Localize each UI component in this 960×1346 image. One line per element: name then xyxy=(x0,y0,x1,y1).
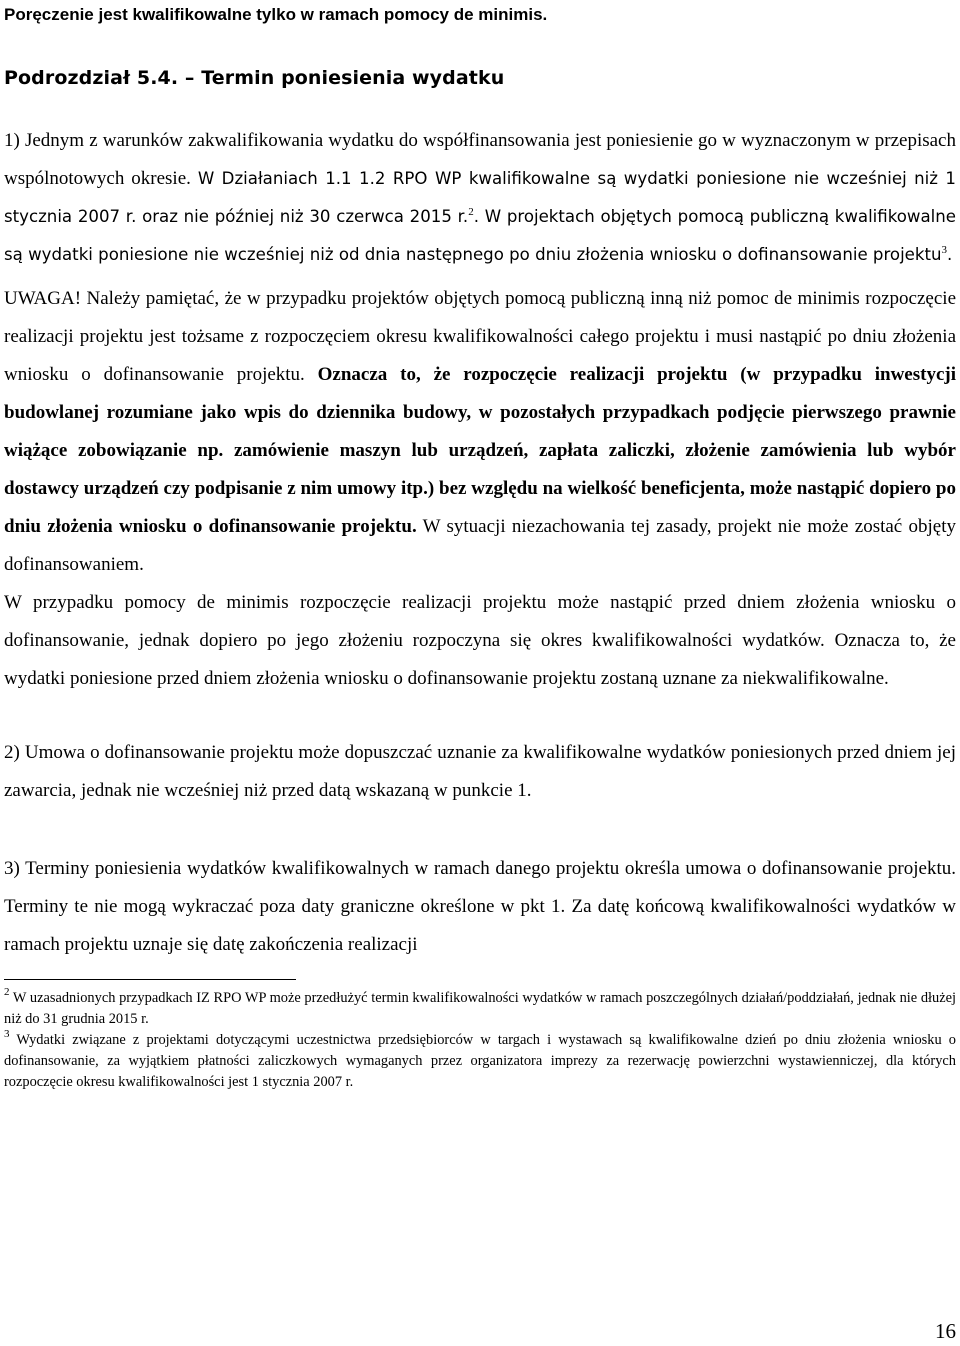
paragraph-3: 3) Terminy poniesienia wydatków kwalifikowalnych w ramach danego projektu określa umowa o dofinansowanie projektu. Terminy te nie mogą wykraczać poza daty graniczne określone w pkt 1. Za datę końcową kwalifikowalności wydatków w ramach projektu uznaje się datę zakończenia realizacji xyxy=(4,858,956,955)
paragraph-1 xyxy=(4,122,956,274)
footnote-2 xyxy=(4,988,956,1030)
page-number: 16 xyxy=(935,1319,956,1343)
paragraph-warning xyxy=(4,280,956,584)
warning-text: UWAGA! Należy pamiętać, że w przypadku projektów objętych pomocą publiczną inną niż pomoc de minimis rozpoczęcie realizacji projektu jest tożsame z rozpoczęciem okresu kwalifikowalności całego projektu i musi nastąpić po dniu złożenia wniosku o dofinansowanie projektu. xyxy=(4,288,956,385)
footnote-3-text: Wydatki związane z projektami dotyczącymi uczestnictwa przedsiębiorców w targach i wystawach są kwalifikowalne dzień po dniu złożenia wniosku o dofinansowanie, za wyjątkiem płatności zaliczkowych wymaganych przez organizatora imprezy za rezerwację powierzchni wystawienniczej, dla których rozpoczęcie okresu kwalifikowalności jest 1 stycznia 2007 r. xyxy=(4,1032,956,1090)
warning-bold-text: Oznacza to, że rozpoczęcie realizacji projektu (w przypadku inwestycji budowlanej rozumiane jako wpis do dziennika budowy, w pozostałych przypadkach podjęcie pierwszego prawnie wiążące zobowiązanie np. zamówienie maszyn lub urządzeń, zapłata zaliczki, złożenie zamówienia lub wybór dostawcy urządzeń czy podpisanie z nim umowy itp.) bez względu na wielkość beneficjenta, może nastąpić dopiero po dniu złożenia wniosku o dofinansowanie projektu. xyxy=(4,364,956,537)
paragraph-1-intro: 1) Jednym z warunków zakwalifikowania wydatku do współfinansowania jest poniesienie go w wyznaczonym w przepisach wspólnotowych okresie. xyxy=(4,130,956,189)
intro-statement: Poręczenie jest kwalifikowalne tylko w ramach pomocy de minimis. xyxy=(4,5,548,24)
footnote-ref-2[interactable]: 2 xyxy=(468,206,474,218)
warning-tail-text: W sytuacji niezachowania tej zasady, projekt nie może zostać objęty dofinansowaniem. xyxy=(4,516,957,575)
footnote-2-text: W uzasadnionych przypadkach IZ RPO WP może przedłużyć termin kwalifikowalności wydatków w ramach poszczególnych działań/poddziałań, jednak nie dłużej niż do 31 grudnia 2015 r. xyxy=(4,990,956,1027)
footnote-3-number: 3 xyxy=(4,1028,10,1040)
paragraph-1-public-aid: . W projektach objętych pomocą publiczną kwalifikowalne są wydatki poniesione nie wcześniej niż od dnia następnego po dniu złożenia wniosku o dofinansowanie projektu xyxy=(4,207,956,264)
paragraph-1-dates: W Działaniach 1.1 1.2 RPO WP kwalifikowalne są wydatki poniesione nie wcześniej niż 1 stycznia 2007 r. oraz nie później niż 30 czerwca 2015 r. xyxy=(4,169,956,226)
paragraph-de-minimis: W przypadku pomocy de minimis rozpoczęcie realizacji projektu może nastąpić przed dniem złożenia wniosku o dofinansowanie, jednak dopiero po jego złożeniu rozpoczyna się okres kwalifikowalności wydatków. Oznacza to, że wydatki poniesione przed dniem złożenia wniosku o dofinansowanie projektu zostaną uznane za niekwalifikowalne. xyxy=(4,592,956,689)
paragraph-1-end: . xyxy=(947,245,953,264)
footnote-ref-3[interactable]: 3 xyxy=(941,244,948,256)
footnote-2-number: 2 xyxy=(4,986,10,998)
section-heading: Podrozdział 5.4. – Termin poniesienia wydatku xyxy=(4,67,505,89)
paragraph-2: 2) Umowa o dofinansowanie projektu może dopuszczać uznanie za kwalifikowalne wydatków poniesionych przed dniem jej zawarcia, jednak nie wcześniej niż przed datą wskazaną w punkcie 1. xyxy=(4,742,956,801)
document-page xyxy=(4,0,956,1093)
footnote-3 xyxy=(4,1030,956,1093)
footnote-divider xyxy=(4,979,296,980)
